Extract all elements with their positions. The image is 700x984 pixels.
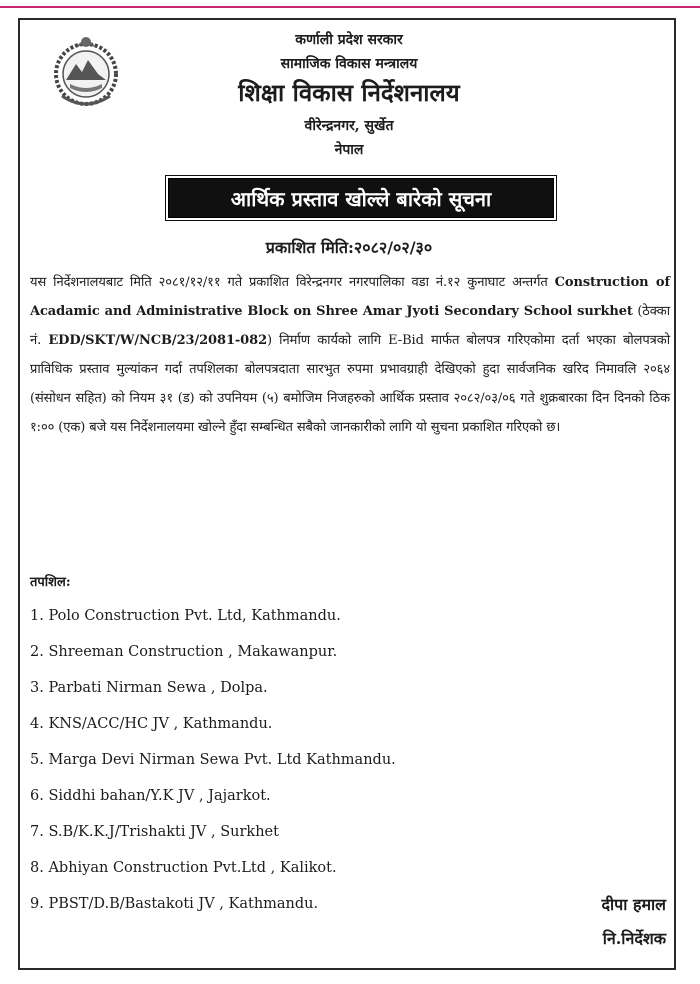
bidder-list (30, 598, 396, 922)
signature-block (602, 888, 667, 956)
bidder-item: 9. PBST/D.B/Bastakoti JV , Kathmandu. (30, 896, 319, 912)
header-province-govt: कर्णाली प्रदेश सरकार (295, 32, 403, 48)
header-ministry: सामाजिक विकास मन्त्रालय (280, 56, 418, 72)
header-office-name: शिक्षा विकास निर्देशनालय (238, 78, 460, 107)
body-text-contract-prefix: (ठेक्का नं. (30, 304, 670, 348)
header-country: नेपाल (334, 142, 364, 158)
bidder-item: 7. S.B/K.K.J/Trishakti JV , Surkhet (30, 824, 279, 840)
notice-body-paragraph (30, 268, 670, 442)
bidder-item: 5. Marga Devi Nirman Sewa Pvt. Ltd Kathmandu. (30, 752, 396, 768)
bidder-item: 8. Abhiyan Construction Pvt.Ltd , Kalikot. (30, 860, 337, 876)
signer-designation: नि.निर्देशक (602, 929, 666, 948)
published-date: प्रकाशित मिति:२०८२/०२/३० (265, 238, 433, 257)
bidder-list-heading: तपशिल: (30, 575, 71, 590)
notice-title-banner: आर्थिक प्रस्ताव खोल्ले बारेको सूचना (168, 178, 554, 218)
top-accent-rule (0, 6, 700, 8)
signer-name: दीपा हमाल (601, 895, 666, 914)
project-name: Construction of Acadamic and Administrative Block on Shree Amar Jyoti Secondary School surkhet (30, 275, 670, 319)
bidder-item: 1. Polo Construction Pvt. Ltd, Kathmandu. (30, 608, 341, 624)
body-text-intro: यस निर्देशनालयबाट मिति २०८१/१२/११ गते प्रकाशित विरेन्द्रनगर नगरपालिका वडा नं.१२ कुनाघाट अन्तर्गत (30, 275, 555, 290)
notice-document (18, 18, 676, 970)
header-address: वीरेन्द्रनगर, सुर्खेत (304, 118, 394, 134)
bidder-item: 6. Siddhi bahan/Y.K JV , Jajarkot. (30, 788, 271, 804)
bidder-item: 2. Shreeman Construction , Makawanpur. (30, 644, 338, 660)
bidder-item: 4. KNS/ACC/HC JV , Kathmandu. (30, 716, 273, 732)
contract-number: EDD/SKT/W/NCB/23/2081-082 (48, 333, 268, 348)
bidder-item: 3. Parbati Nirman Sewa , Dolpa. (30, 680, 268, 696)
body-text-main: ) निर्माण कार्यको लागि E-Bid मार्फत बोलपत्र गरिएकोमा दर्ता भएका बोलपत्रको प्राविधिक प्रस्ताव मुल्यांकन गर्दा तपशिलका बोलपत्रदाता सारभुत रुपमा प्रभावग्राही देखिएको हुदा सार्वजनिक खरिद निमावलि २०६४ (संसोधन सहित) को नियम ३१ (ड) को उपनियम (५) बमोजिम निजहरुको आर्थिक प्रस्ताव २०८२/०३/०६ गते शुक्रबारका दिन दिनको ठिक १:०० (एक) बजे यस निर्देशनालयमा खोल्ने हुँदा सम्बन्धित सबैको जानकारीको लागि यो सुचना प्रकाशित गरिएको छ। (30, 333, 671, 435)
